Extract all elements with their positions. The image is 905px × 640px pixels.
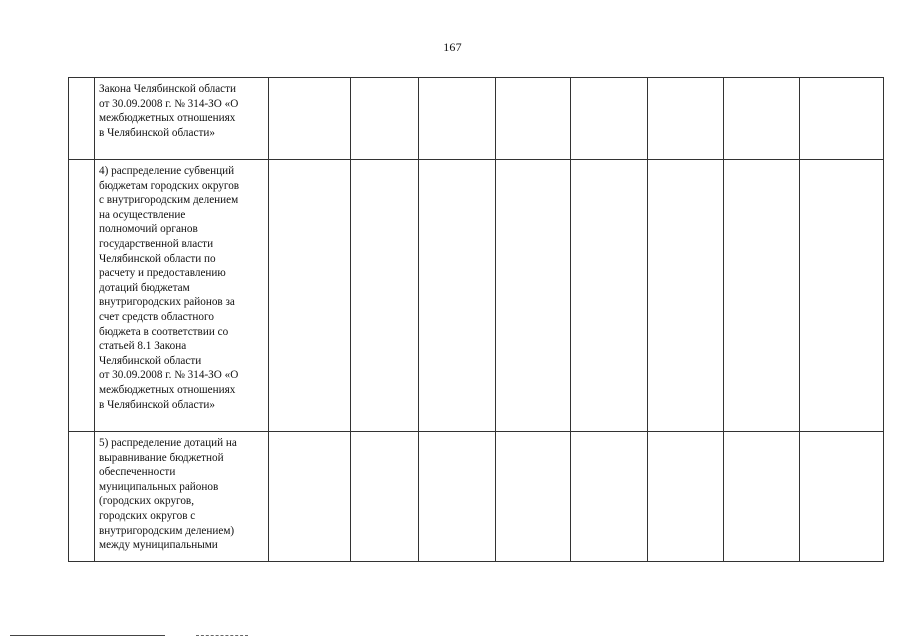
value-cell [269, 78, 351, 160]
value-cell [724, 78, 800, 160]
value-cell [571, 78, 648, 160]
data-table [68, 77, 884, 562]
value-cell [800, 432, 884, 562]
value-cell [724, 160, 800, 432]
value-cell [269, 432, 351, 562]
value-cell [419, 78, 496, 160]
value-cell [496, 432, 571, 562]
value-cell [724, 432, 800, 562]
description-text: Закона Челябинской области от 30.09.2008 г. № 314-ЗО «О межбюджетных отношениях в Челябинской области» [99, 83, 239, 139]
description-cell [95, 160, 269, 432]
value-cell [648, 432, 724, 562]
value-cell [419, 160, 496, 432]
row-number-cell [69, 78, 95, 160]
description-cell [95, 432, 269, 562]
table-row [69, 160, 884, 432]
footnote-separator [10, 635, 165, 636]
value-cell [571, 160, 648, 432]
value-cell [496, 160, 571, 432]
value-cell [419, 432, 496, 562]
value-cell [351, 160, 419, 432]
value-cell [496, 78, 571, 160]
description-cell [95, 78, 269, 160]
row-number-cell [69, 160, 95, 432]
footer-mark [196, 635, 248, 636]
value-cell [800, 78, 884, 160]
value-cell [351, 432, 419, 562]
description-text: 4) распределение субвенций бюджетам городских округов с внутригородским делением на осуществление полномочий органов государственной власти Челябинской области по расчету и предоставлению дотаций бюджетам внутригородских районов за счет средств областного бюджета в соответствии со статьей 8.1 Закона Челябинской области от 30.09.2008 г. № 314-ЗО «О межбюджетных отношениях в Челябинской области» [99, 165, 240, 411]
page-number: 167 [443, 40, 462, 54]
table-row [69, 432, 884, 562]
value-cell [648, 160, 724, 432]
table-row [69, 78, 884, 160]
description-text: 5) распределение дотаций на выравнивание бюджетной обеспеченности муниципальных районов (городских округов, городских округов с внутригородским делением) между муниципальными [99, 437, 237, 552]
value-cell [800, 160, 884, 432]
value-cell [648, 78, 724, 160]
value-cell [351, 78, 419, 160]
value-cell [571, 432, 648, 562]
row-number-cell [69, 432, 95, 562]
value-cell [269, 160, 351, 432]
